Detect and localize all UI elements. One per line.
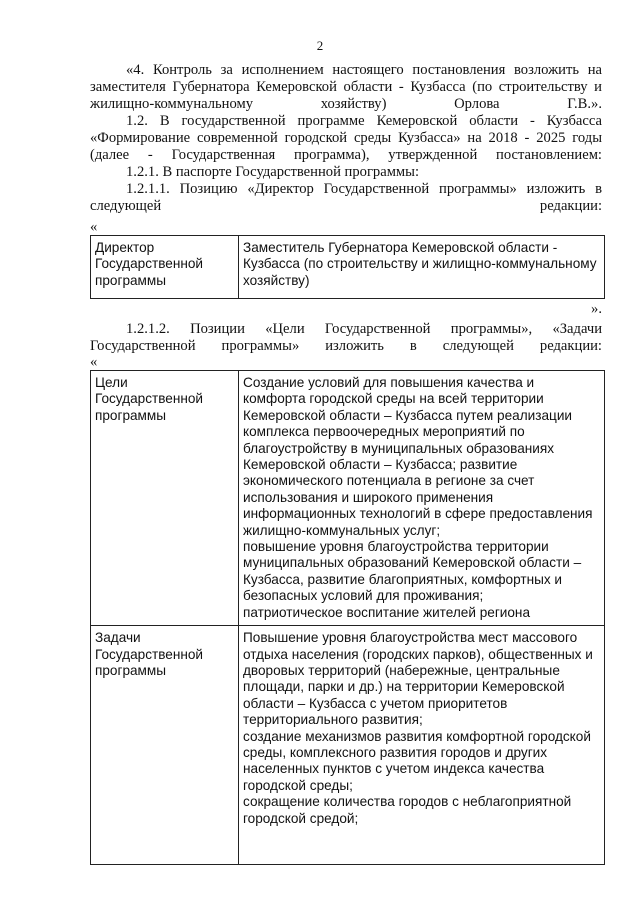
paragraph-director-position: 1.2.1.1. Позицию «Директор Государственной программы» изложить в следующей редакции:	[90, 181, 602, 214]
tasks-item: сокращение количества городов с неблагоприятной городской средой;	[243, 794, 572, 826]
goals-item: повышение уровня благоустройства территории муниципальных образований Кемеровской области – Кузбасса, развитие благоприятных, комфортных и безопасных условий для проживания;	[243, 539, 582, 604]
tasks-value-cell	[239, 626, 605, 865]
open-quote: «	[90, 219, 98, 235]
page-number: 2	[316, 38, 324, 53]
tasks-item: Повышение уровня благоустройства мест массового отдыха населения (городских парков), общественных и дворовых территорий (набережные, центральные площади, парки и др.) на территории Кемеровской области – Кузбасса с учетом приоритетов территориального развития;	[243, 630, 593, 728]
goals-label-cell	[91, 371, 239, 626]
goals-label: Цели Государственной программы	[95, 375, 204, 423]
table-row	[91, 236, 605, 299]
director-table	[90, 235, 605, 299]
director-label-cell	[91, 236, 239, 299]
director-value: Заместитель Губернатора Кемеровской области - Кузбасса (по строительству и жилищно-коммунальному хозяйству)	[243, 240, 597, 288]
director-value-cell	[239, 236, 605, 299]
director-label: Директор Государственной программы	[95, 240, 204, 288]
goals-value-cell	[239, 371, 605, 626]
paragraph-control-clause: «4. Контроль за исполнением настоящего постановления возложить на заместителя Губернатора Кемеровской области - Кузбасса (по строительству и жилищно-коммунальному хозяйству) Орлова Г.В.».	[90, 62, 602, 112]
goals-item: патриотическое воспитание жителей региона	[243, 604, 531, 620]
paragraph-program-amendment: 1.2. В государственной программе Кемеровской области - Кузбасса «Формирование современной городской среды Кузбасса» на 2018 - 2025 годы (далее - Государственная программа), утвержденной постановлением:	[90, 113, 602, 163]
close-quote: ».	[591, 301, 602, 317]
tasks-label-cell	[91, 626, 239, 865]
paragraph-passport: 1.2.1. В паспорте Государственной программы:	[126, 164, 420, 180]
goals-item: Создание условий для повышения качества и комфорта городской среды на всей территории Кемеровской области – Кузбасса путем реализации комплекса первоочередных мероприятий по благоустройству в муниципальных образованиях Кемеровской области – Кузбасса; развитие экономического потенциала в регионе за счет использования и широкого применения информационных технологий в сфере предоставления жилищно-коммунальных услуг;	[243, 375, 593, 538]
open-quote-2: «	[90, 354, 98, 370]
paragraph-goals-tasks: 1.2.1.2. Позиции «Цели Государственной программы», «Задачи Государственной программы» изложить в следующей редакции:	[90, 321, 602, 354]
tasks-label: Задачи Государственной программы	[95, 630, 204, 678]
tasks-item: создание механизмов развития комфортной городской среды, комплексного развития городов и других населенных пунктов с учетом индекса качества городской среды;	[243, 728, 591, 793]
goals-tasks-table	[90, 370, 605, 865]
table-row	[91, 626, 605, 865]
table-row	[91, 371, 605, 626]
